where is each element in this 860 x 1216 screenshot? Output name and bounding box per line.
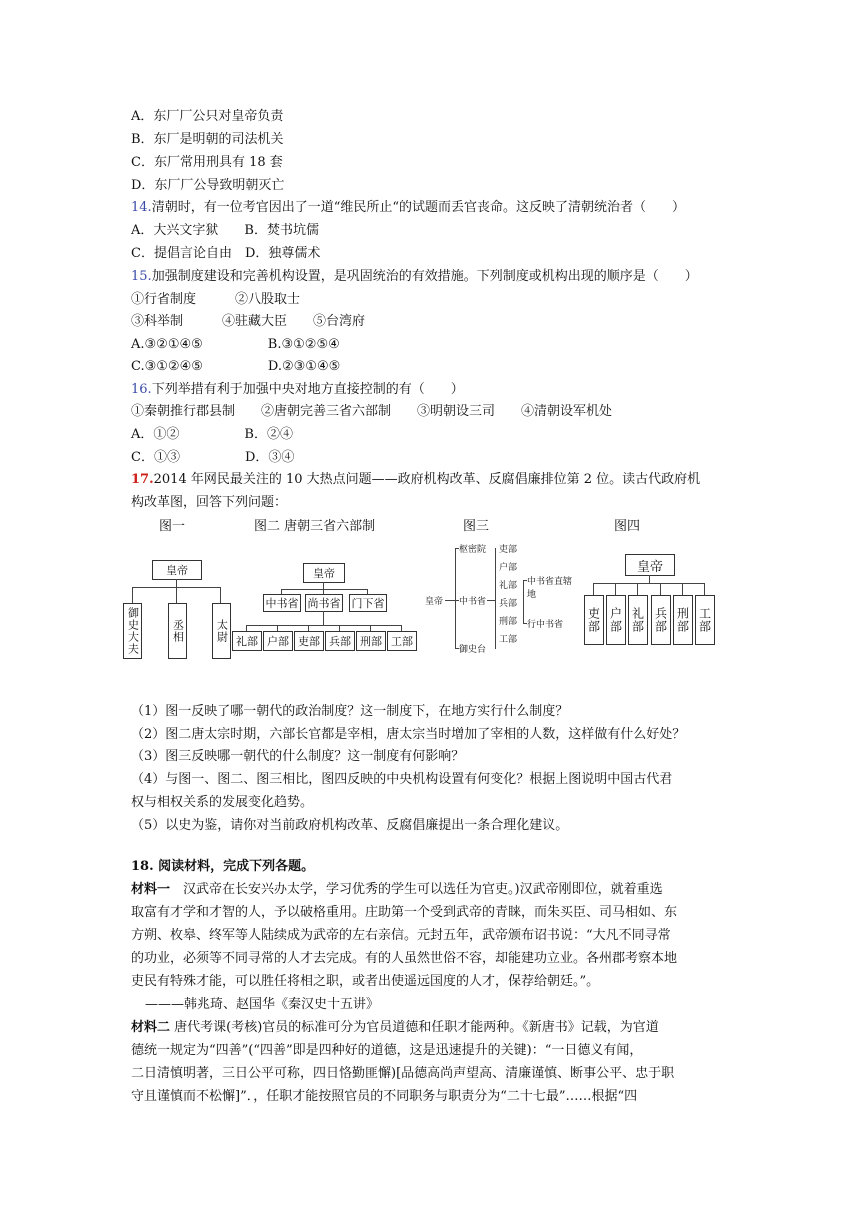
fig4-bingbu: 兵部 bbox=[651, 595, 671, 645]
fig3-zhongshusheng: 中书省 bbox=[459, 597, 487, 607]
fig2-menxiasheng: 门下省 bbox=[349, 594, 387, 612]
fig4-xingbu: 刑部 bbox=[673, 595, 693, 645]
q14-stem bbox=[131, 199, 685, 217]
fig1-chengxiang: 丞相 bbox=[168, 603, 187, 659]
q16-options-row1: A．①② B．②④ bbox=[131, 427, 293, 442]
q17-stem-line2: 构改革图，回答下列问题： bbox=[131, 495, 288, 510]
q18-m1-text: 汉武帝在长安兴办太学，学习优秀的学生可以选任为官吏。)汉武帝刚即位，就着重选 bbox=[170, 882, 663, 897]
q18-m2-line2: 德统一规定为“四善”(“四善”即是四种好的道德，这是迅速提升的关键)：“一日德义有闻， bbox=[131, 1043, 643, 1058]
q17-number: 17. bbox=[131, 472, 154, 487]
caption-fig4: 图四 bbox=[614, 519, 641, 534]
q15-options-row2: C.③①②④⑤ D.②③①④⑤ bbox=[131, 359, 341, 374]
fig2-gongbu: 工部 bbox=[387, 631, 417, 651]
q13-option-a: A．东厂厂公只对皇帝负责 bbox=[131, 109, 284, 124]
q17-sub4-line2: 权与相权关系的发展变化趋势。 bbox=[131, 795, 314, 810]
q13-option-d: D．东厂厂公导致明朝灭亡 bbox=[131, 178, 285, 193]
q14-options-row2: C．提倡言论自由 D．独尊儒术 bbox=[131, 246, 321, 261]
fig2-shangshusheng: 尚书省 bbox=[305, 594, 343, 612]
fig3-xingbu: 刑部 bbox=[499, 617, 518, 627]
q18-title: 18. 阅读材料，完成下列各题。 bbox=[131, 859, 315, 874]
fig1-taiwei: 太尉 bbox=[212, 603, 231, 659]
fig2-xingbu: 刑部 bbox=[356, 631, 386, 651]
fig4-emperor: 皇帝 bbox=[625, 554, 675, 576]
figure-2-diagram bbox=[229, 542, 419, 662]
q17-stem-text: 2014 年网民最关注的 10 大热点问题——政府机构改革、反腐倡廉排位第 2 位。读古代政府机 bbox=[153, 472, 701, 487]
fig4-hubu: 户部 bbox=[606, 595, 626, 645]
q18-m1-line2: 取富有才学和才智的人，予以破格重用。庄助第一个受到武帝的青睐，而朱买臣、司马相如、东 bbox=[131, 905, 678, 920]
q15-options-row1: A.③②①④⑤ B.③①②⑤④ bbox=[131, 337, 340, 352]
q17-sub4-line1: （4）与图一、图二、图三相比，图四反映的中央机构设置有何变化？根据上图说明中国古代君 bbox=[131, 772, 673, 787]
q16-options-row2: C．①③ D．③④ bbox=[131, 450, 295, 465]
q14-options-row1: A．大兴文字狱 B．焚书坑儒 bbox=[131, 223, 319, 238]
caption-fig3: 图三 bbox=[463, 519, 490, 534]
caption-fig2: 图二 唐朝三省六部制 bbox=[254, 519, 376, 534]
fig1-emperor: 皇帝 bbox=[152, 560, 202, 580]
figure-1-diagram bbox=[122, 542, 232, 662]
q18-m1-line4: 的功业，必须等不同寻常的人才去完成。有的人虽然世俗不容，却能建功立业。各州郡考察本地 bbox=[131, 951, 678, 966]
fig2-zhongshusheng: 中书省 bbox=[263, 594, 301, 612]
fig3-yushitai: 御史台 bbox=[459, 645, 487, 655]
fig3-emperor: 皇帝 bbox=[425, 597, 444, 607]
q18-m1-line3: 方朔、枚皋、终军等人陆续成为武帝的左右亲信。元封五年，武帝颁布诏书说：“大凡不同寻常 bbox=[131, 928, 671, 943]
q15-stem-text: 加强制度建设和完善机构设置，是巩固统治的有效措施。下列制度或机构出现的顺序是（ ） bbox=[151, 269, 698, 284]
q14-stem-text: 清朝时，有一位考官因出了一道“维民所止“的试题而丢官丧命。这反映了清朝统治者（ ） bbox=[151, 200, 685, 215]
fig1-yushidafu: 御史大夫 bbox=[123, 603, 142, 659]
caption-fig1: 图一 bbox=[159, 519, 186, 534]
q16-stem bbox=[131, 381, 464, 399]
fig3-shumiyuan: 枢密院 bbox=[459, 545, 487, 555]
q18-m1-source: ———韩兆琦、赵国华《秦汉史十五讲》 bbox=[145, 997, 380, 1012]
figure-4-diagram bbox=[581, 542, 721, 662]
fig2-hubu: 户部 bbox=[263, 631, 293, 651]
q15-stem bbox=[131, 268, 698, 286]
q16-number: 16. bbox=[131, 382, 152, 397]
fig3-gongbu: 工部 bbox=[499, 635, 518, 645]
q18-m1-label: 材料一 bbox=[131, 882, 171, 897]
fig3-libu-rites: 礼部 bbox=[499, 581, 518, 591]
q17-sub1: （1）图一反映了哪一朝代的政治制度？这一制度下，在地方实行什么制度？ bbox=[131, 704, 569, 719]
q18-m2-text: 唐代考课(考核)官员的标准可分为官员道德和任职才能两种。《新唐书》记载，为官道 bbox=[170, 1020, 659, 1035]
q18-m1-line1 bbox=[131, 881, 663, 899]
q18-m2-line4: 守且谨慎而不松懈]”．，任职才能按照官员的不同职务与职责分为“二十七最”……根据“四 bbox=[131, 1089, 638, 1104]
fig3-zhixiadi: 中书省直辖地 bbox=[527, 577, 573, 600]
q17-sub5: （5）以史为鉴，请你对当前政府机构改革、反腐倡廉提出一条合理化建议。 bbox=[131, 818, 569, 833]
fig4-libu-personnel: 吏部 bbox=[584, 595, 604, 645]
fig2-bingbu: 兵部 bbox=[325, 631, 355, 651]
q15-items-row2: ③科举制 ④驻藏大臣 ⑤台湾府 bbox=[131, 314, 366, 329]
fig3-bingbu: 兵部 bbox=[499, 599, 518, 609]
fig2-libu-rites: 礼部 bbox=[232, 631, 262, 651]
q14-number: 14. bbox=[131, 200, 152, 215]
q18-m2-line3: 二日清慎明著，三日公平可称，四日恪勤匪懈)[品德高尚声望高、清廉谨慎、断事公平、忠于职 bbox=[131, 1066, 675, 1081]
q18-m2-line1 bbox=[131, 1019, 659, 1037]
fig2-libu-personnel: 吏部 bbox=[294, 631, 324, 651]
figure-3-diagram bbox=[425, 542, 575, 662]
q16-items: ①秦朝推行郡县制 ②唐朝完善三省六部制 ③明朝设三司 ④清朝设军机处 bbox=[131, 404, 613, 419]
q13-option-c: C．东厂常用刑具有 18 套 bbox=[131, 155, 283, 170]
q15-items-row1: ①行省制度 ②八股取士 bbox=[131, 292, 301, 307]
q13-option-b: B．东厂是明朝的司法机关 bbox=[131, 132, 284, 147]
fig3-xingzhongshusheng: 行中书省 bbox=[527, 620, 564, 630]
fig4-gongbu: 工部 bbox=[695, 595, 715, 645]
q17-stem bbox=[131, 471, 700, 489]
fig2-emperor: 皇帝 bbox=[303, 563, 345, 583]
q15-number: 15. bbox=[131, 269, 152, 284]
fig4-libu-rites: 礼部 bbox=[628, 595, 648, 645]
q17-sub2: （2）图二唐太宗时期，六部长官都是宰相，唐太宗当时增加了宰相的人数，这样做有什么好处？ bbox=[131, 727, 686, 742]
q16-stem-text: 下列举措有利于加强中央对地方直接控制的有（ ） bbox=[151, 382, 464, 397]
fig3-hubu: 户部 bbox=[499, 563, 518, 573]
q17-sub3: （3）图三反映哪一朝代的什么制度？这一制度有何影响？ bbox=[131, 749, 465, 764]
fig3-libu-personnel: 吏部 bbox=[499, 545, 518, 555]
q18-m1-line5: 吏民有特殊才能，可以胜任将相之职，或者出使遥远国度的人才，保荐给朝廷。”。 bbox=[131, 974, 600, 989]
q18-m2-label: 材料二 bbox=[131, 1020, 171, 1035]
